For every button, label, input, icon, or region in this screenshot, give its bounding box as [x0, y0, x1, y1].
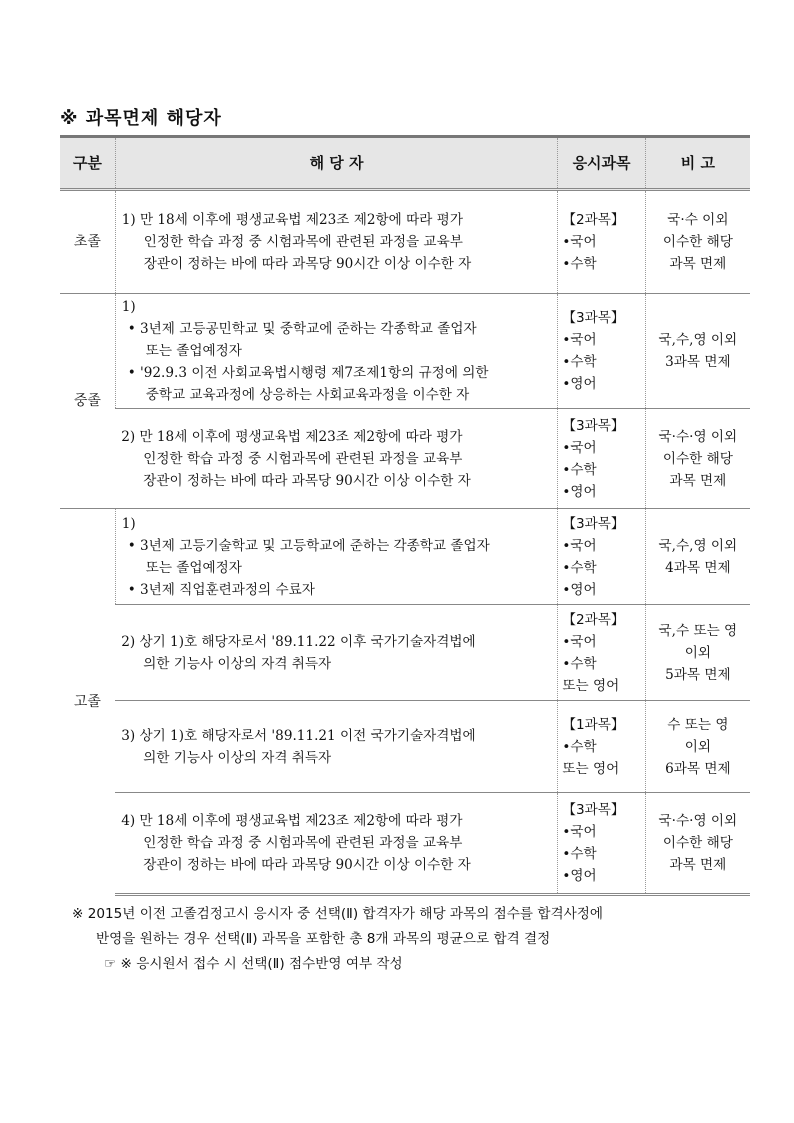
group-middle: 중졸: [60, 294, 115, 509]
subject-item: •영어: [562, 376, 597, 392]
note-cell: [645, 294, 750, 409]
header-eligible: 해 당 자: [115, 137, 558, 190]
eligibility-line: • 3년제 고등기술학교 및 고등학교에 준하는 각종학교 졸업자: [127, 537, 490, 554]
eligibility-line: 4) 만 18세 이후에 평생교육법 제23조 제2항에 따라 평가: [121, 813, 463, 829]
note-line: 이수한 해당: [662, 234, 733, 250]
eligibility-line: • '92.9.3 이전 사회교육법시행령 제7조제1항의 규정에 의한: [127, 365, 489, 381]
eligibility-line: 장관이 정하는 바에 따라 과목당 90시간 이상 이수한 자: [143, 256, 472, 272]
note-cell: [645, 605, 750, 701]
eligibility-line: • 3년제 고등공민학교 및 중학교에 준하는 각종학교 졸업자: [127, 321, 477, 337]
note-line: 수 또는 영: [667, 716, 729, 733]
subject-item: •국어: [562, 633, 597, 650]
subject-item: •수학: [562, 354, 597, 370]
subject-item: •수학: [562, 256, 597, 272]
note-line: 3과목 면제: [665, 354, 731, 370]
eligibility-line: 의한 기능사 이상의 자격 취득자: [143, 749, 332, 766]
eligibility-cell: [115, 190, 558, 294]
note-line: 과목 면제: [669, 857, 727, 873]
table-row: [60, 701, 750, 793]
footnote-line: ※ 2015년 이전 고졸검정고시 응시자 중 선택(Ⅱ) 합격자가 해당 과목의 점수를 합격사정에: [72, 906, 604, 922]
eligibility-line: 3) 상기 1)호 해당자로서 '89.11.21 이전 국가기술자격법에: [121, 727, 476, 744]
eligibility-cell: [115, 294, 558, 409]
footnote-line: 반영을 원하는 경우 선택(Ⅱ) 과목을 포함한 총 8개 과목의 평균으로 합격 결정: [96, 931, 551, 947]
subject-count: 【2과목】: [562, 611, 625, 628]
eligibility-line: 1) 만 18세 이후에 평생교육법 제23조 제2항에 따라 평가: [121, 212, 463, 228]
subject-item: •수학: [562, 655, 597, 672]
note-line: 국·수·영 이외: [658, 813, 738, 829]
section-title: ※ 과목면제 해당자: [60, 108, 222, 129]
subject-count: 【1과목】: [562, 716, 625, 733]
eligibility-line: 2) 상기 1)호 해당자로서 '89.11.22 이후 국가기술자격법에: [121, 633, 476, 650]
subjects-cell: [558, 605, 645, 701]
subject-item: •수학: [562, 559, 597, 576]
table-row: [60, 605, 750, 701]
eligibility-line: 중학교 교육과정에 상응하는 사회교육과정을 이수한 자: [145, 387, 470, 403]
note-cell: [645, 701, 750, 793]
note-line: 이외: [684, 738, 711, 755]
subject-count: 【3과목】: [562, 310, 625, 326]
note-cell: [645, 409, 750, 509]
note-cell: [645, 509, 750, 605]
subject-item: •국어: [562, 824, 597, 840]
note-line: 국,수 또는 영: [658, 622, 738, 639]
eligibility-line: 1): [121, 515, 136, 532]
eligibility-cell: [115, 793, 558, 895]
note-line: 국·수 이외: [667, 212, 729, 228]
eligibility-line: 인정한 학습 과정 중 시험과목에 관련된 과정을 교육부: [143, 835, 463, 851]
group-elementary: 초졸: [60, 190, 115, 294]
note-line: 과목 면제: [669, 256, 727, 272]
eligibility-line: 또는 졸업예정자: [145, 559, 242, 576]
footnote-line: ☞ ※ 응시원서 접수 시 선택(Ⅱ) 점수반영 여부 작성: [104, 956, 403, 972]
eligibility-cell: [115, 701, 558, 793]
eligibility-line: 장관이 정하는 바에 따라 과목당 90시간 이상 이수한 자: [143, 857, 471, 873]
note-line: 과목 면제: [669, 472, 727, 489]
note-line: 국·수·영 이외: [658, 428, 738, 445]
table-row: [60, 190, 750, 294]
subject-item: •수학: [562, 738, 597, 755]
eligibility-line: 장관이 정하는 바에 따라 과목당 90시간 이상 이수한 자: [143, 472, 471, 489]
group-high: 고졸: [60, 509, 115, 895]
table-row: [60, 509, 750, 605]
subject-item: •수학: [562, 461, 597, 478]
subject-item: •수학: [562, 846, 597, 862]
subjects-cell: [558, 190, 645, 294]
subject-item: •국어: [562, 234, 597, 250]
eligibility-line: 2) 만 18세 이후에 평생교육법 제23조 제2항에 따라 평가: [121, 428, 463, 445]
note-line: 4과목 면제: [665, 559, 731, 576]
eligibility-cell: [115, 409, 558, 509]
subject-count: 【3과목】: [562, 515, 625, 532]
note-line: 5과목 면제: [665, 666, 731, 683]
eligibility-cell: [115, 509, 558, 605]
footnotes: [72, 902, 603, 977]
eligibility-line: 의한 기능사 이상의 자격 취득자: [143, 655, 332, 672]
subject-count: 【3과목】: [562, 802, 625, 818]
note-line: 이수한 해당: [662, 835, 733, 851]
table-row: [60, 409, 750, 509]
eligibility-cell: [115, 605, 558, 701]
eligibility-line: 1): [121, 299, 136, 315]
subjects-cell: [558, 409, 645, 509]
subject-count: 【3과목】: [562, 417, 625, 434]
note-line: 이외: [684, 644, 711, 661]
table-row: [60, 294, 750, 409]
table-row: [60, 793, 750, 895]
subjects-cell: [558, 701, 645, 793]
header-subjects: 응시과목: [558, 137, 645, 190]
note-line: 국,수,영 이외: [658, 332, 738, 348]
subject-item: •국어: [562, 439, 597, 456]
subjects-cell: [558, 509, 645, 605]
note-cell: [645, 793, 750, 895]
eligibility-line: 인정한 학습 과정 중 시험과목에 관련된 과정을 교육부: [143, 234, 463, 250]
subject-item: •영어: [562, 483, 597, 500]
subjects-cell: [558, 294, 645, 409]
header-note: 비 고: [645, 137, 750, 190]
note-line: 6과목 면제: [665, 760, 731, 777]
header-category: 구분: [60, 137, 115, 190]
subject-item: •영어: [562, 868, 597, 884]
note-line: 이수한 해당: [662, 450, 733, 467]
note-cell: [645, 190, 750, 294]
subject-item: •국어: [562, 332, 597, 348]
eligibility-line: • 3년제 직업훈련과정의 수료자: [127, 581, 315, 598]
subject-item: 또는 영어: [562, 677, 620, 694]
eligibility-line: 인정한 학습 과정 중 시험과목에 관련된 과정을 교육부: [143, 450, 463, 467]
eligibility-line: 또는 졸업예정자: [145, 343, 242, 359]
subject-item: •국어: [562, 537, 597, 554]
subject-item: •영어: [562, 581, 597, 598]
subject-item: 또는 영어: [562, 760, 620, 777]
subject-count: 【2과목】: [562, 212, 625, 228]
subjects-cell: [558, 793, 645, 895]
table-header-row: [60, 137, 750, 190]
exemption-table: [60, 135, 750, 896]
note-line: 국,수,영 이외: [658, 537, 738, 554]
